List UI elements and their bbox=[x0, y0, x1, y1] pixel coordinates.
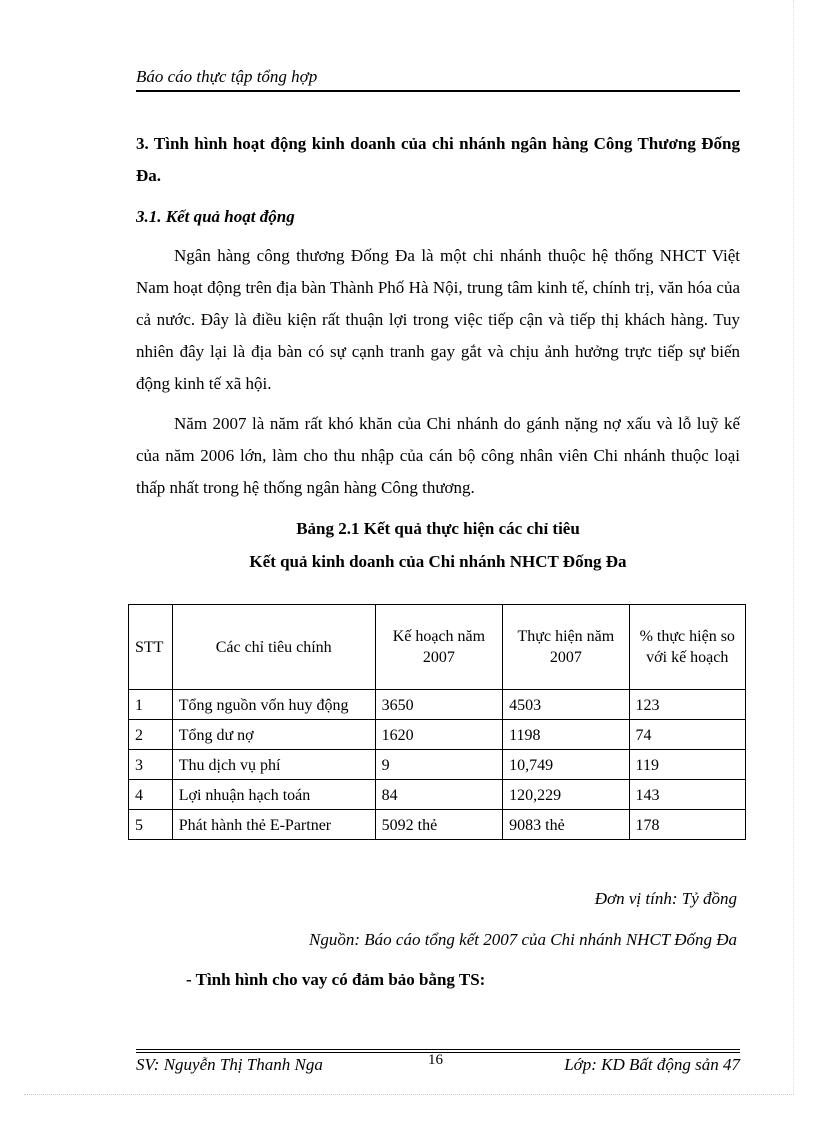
header-stt: STT bbox=[129, 605, 173, 690]
cell-plan: 5092 thẻ bbox=[375, 810, 503, 840]
header-percent: % thực hiện so với kế hoạch bbox=[629, 605, 745, 690]
page-number: 16 bbox=[428, 1052, 443, 1068]
cell-percent: 178 bbox=[629, 810, 745, 840]
cell-indicator: Tổng dư nợ bbox=[172, 720, 375, 750]
paragraph-2: Năm 2007 là năm rất khó khăn của Chi nhánh do gánh nặng nợ xấu và lỗ luỹ kế của năm 2006 lớn, làm cho thu nhập của cán bộ công nhân viên Chi nhánh thuộc loại thấp nhất trong hệ thống ngân hàng Công thương. bbox=[136, 414, 740, 497]
cell-stt: 4 bbox=[129, 780, 173, 810]
header-plan: Kế hoạch năm 2007 bbox=[375, 605, 503, 690]
cell-plan: 1620 bbox=[375, 720, 503, 750]
cell-percent: 119 bbox=[629, 750, 745, 780]
unit-note: Đơn vị tính: Tỷ đồng bbox=[594, 889, 737, 908]
table-row bbox=[129, 810, 746, 840]
cell-stt: 2 bbox=[129, 720, 173, 750]
source-note: Nguồn: Báo cáo tổng kết 2007 của Chi nhánh NHCT Đống Đa bbox=[309, 930, 737, 949]
table-caption-title: Bảng 2.1 Kết quả thực hiện các chỉ tiêu bbox=[296, 519, 580, 538]
cell-stt: 3 bbox=[129, 750, 173, 780]
cell-indicator: Phát hành thẻ E-Partner bbox=[172, 810, 375, 840]
section-title: 3. Tình hình hoạt động kinh doanh của chi nhánh ngân hàng Công Thương Đống Đa. bbox=[136, 134, 740, 185]
cell-percent: 143 bbox=[629, 780, 745, 810]
cell-stt: 1 bbox=[129, 690, 173, 720]
cell-actual: 9083 thẻ bbox=[503, 810, 629, 840]
footer-class: Lớp: KD Bất động sản 47 bbox=[564, 1055, 740, 1074]
table-row bbox=[129, 690, 746, 720]
cell-plan: 3650 bbox=[375, 690, 503, 720]
cell-plan: 84 bbox=[375, 780, 503, 810]
page-edge-right bbox=[793, 0, 794, 1094]
cell-actual: 4503 bbox=[503, 690, 629, 720]
cell-actual: 10,749 bbox=[503, 750, 629, 780]
subsection-title: 3.1. Kết quả hoạt động bbox=[136, 207, 295, 226]
cell-indicator: Thu dịch vụ phí bbox=[172, 750, 375, 780]
cell-percent: 74 bbox=[629, 720, 745, 750]
table-row bbox=[129, 750, 746, 780]
cell-percent: 123 bbox=[629, 690, 745, 720]
cell-indicator: Lợi nhuận hạch toán bbox=[172, 780, 375, 810]
cell-indicator: Tổng nguồn vốn huy động bbox=[172, 690, 375, 720]
paragraph-1: Ngân hàng công thương Đống Đa là một chi nhánh thuộc hệ thống NHCT Việt Nam hoạt động trên địa bàn Thành Phố Hà Nội, trung tâm kinh tế, chính trị, văn hóa của cả nước. Đây là điều kiện rất thuận lợi trong việc tiếp cận và tiếp thị khách hàng. Tuy nhiên đây lại là địa bàn có sự cạnh tranh gay gắt và chịu ảnh hưởng trực tiếp sự biến động kinh tế xã hội. bbox=[136, 246, 740, 393]
page-header: Báo cáo thực tập tổng hợp bbox=[136, 66, 740, 92]
bullet-heading: - Tình hình cho vay có đảm bảo bằng TS: bbox=[186, 970, 486, 989]
footer-student: SV: Nguyễn Thị Thanh Nga bbox=[136, 1055, 323, 1074]
cell-stt: 5 bbox=[129, 810, 173, 840]
table-header-row bbox=[129, 605, 746, 690]
cell-actual: 1198 bbox=[503, 720, 629, 750]
cell-plan: 9 bbox=[375, 750, 503, 780]
page-edge-bottom bbox=[24, 1094, 794, 1095]
table-caption-subtitle: Kết quả kinh doanh của Chi nhánh NHCT Đống Đa bbox=[249, 552, 627, 571]
header-actual: Thực hiện năm 2007 bbox=[503, 605, 629, 690]
cell-actual: 120,229 bbox=[503, 780, 629, 810]
page-footer bbox=[136, 1052, 740, 1077]
header-indicator: Các chỉ tiêu chính bbox=[172, 605, 375, 690]
results-table bbox=[128, 604, 746, 840]
table-row bbox=[129, 720, 746, 750]
table-row bbox=[129, 780, 746, 810]
